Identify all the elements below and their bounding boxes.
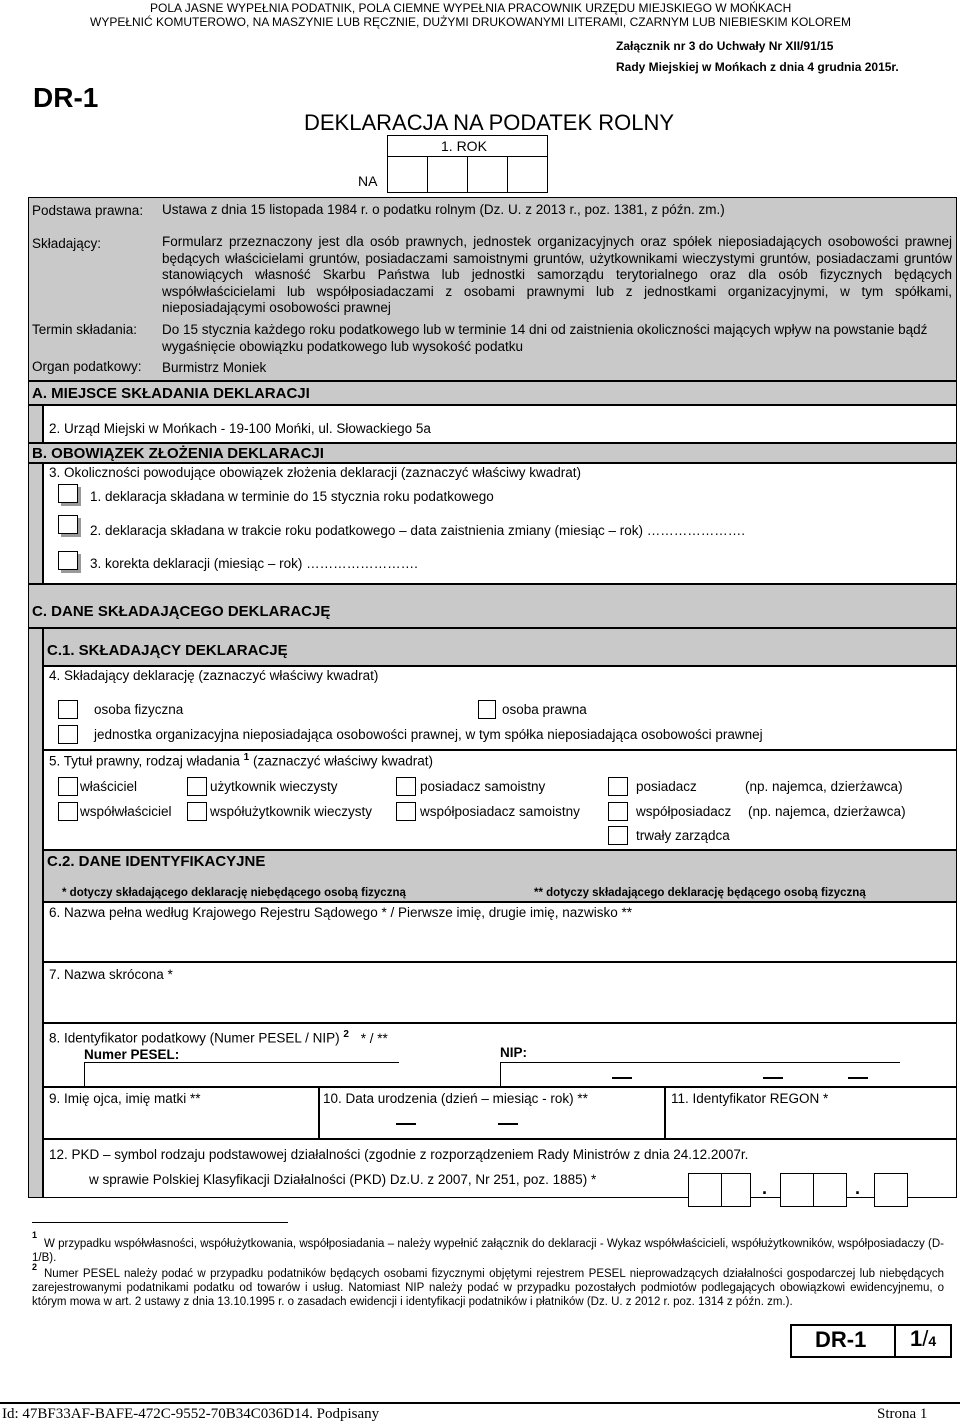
option-1-checkbox[interactable] — [58, 484, 78, 503]
footer-rule — [0, 1402, 960, 1404]
authority-label: Organ podatkowy: — [32, 359, 142, 374]
legal-title-label — [49, 752, 433, 769]
c2-heading: C.2. DANE IDENTYFIKACYJNE — [47, 853, 266, 870]
basis-label: Podstawa prawna: — [32, 203, 144, 218]
nip-label: NIP: — [500, 1045, 527, 1060]
co-possessor-checkbox[interactable] — [608, 802, 628, 821]
footnote-rule — [32, 1222, 288, 1223]
co-owner-label: współwłaściciel — [80, 804, 172, 819]
year-digit-1[interactable] — [387, 156, 428, 193]
deadline-text: Do 15 stycznia każdego roku podatkowego lub w terminie 14 dni od zaistnienia okoliczności mających wpływ na powstanie bądź wygaśnięcie obowiązku podatkowego lub wysokość podatku — [162, 322, 928, 354]
co-perpetual-user-checkbox[interactable] — [187, 802, 207, 821]
footnote-2-num: 2 — [32, 1262, 38, 1272]
form-code: DR-1 — [33, 82, 99, 113]
footnote-2-text: Numer PESEL należy podać w przypadku podatników będących osobami fizycznymi objętymi rejestrem PESEL nieprowadzących działalności gospodarczej lub niebędących zarejestrowanymi podatnikami podatku od towarów i usług. Natomiast NIP należy podać w przypadku pozostałych podmiotów podlegających obowiązkowi ewidencyjnemu, o którym mowa w art. 2 ustawy z dnia 13.10.1995 r. o zasadach ewidencji i identyfikacji podatników i płatników (Dz. U. z 2012 r. poz. 1314 z późn. zm.). — [32, 1268, 944, 1308]
co-possessor-note: (np. najemca, dzierżawca) — [748, 804, 906, 819]
year-label: 1. ROK — [441, 138, 487, 154]
c1-heading: C.1. SKŁADAJĄCY DEKLARACJĘ — [47, 642, 288, 659]
manager-checkbox[interactable] — [608, 826, 628, 845]
footer-page: Strona 1 — [877, 1406, 928, 1422]
co-independent-possessor-checkbox[interactable] — [396, 802, 416, 821]
page-title: DEKLARACJA NA PODATEK ROLNY — [304, 110, 675, 135]
legal-title-text: 5. Tytuł prawny, rodzaj władania — [49, 753, 240, 769]
section-a-heading: A. MIEJSCE SKŁADANIA DEKLARACJI — [32, 385, 310, 402]
section-c-heading: C. DANE SKŁADAJĄCEGO DEKLARACJĘ — [32, 603, 331, 620]
footnote-ref-2: 2 — [343, 1029, 349, 1040]
manager-label: trwały zarządca — [636, 828, 730, 843]
tax-id-suffix: * / ** — [360, 1030, 388, 1046]
owner-checkbox[interactable] — [58, 777, 78, 796]
perpetual-user-checkbox[interactable] — [187, 777, 207, 796]
full-name-label: 6. Nazwa pełna według Krajowego Rejestru Sądowego * / Pierwsze imię, drugie imię, nazwisko ** — [49, 905, 633, 920]
attachment-line-2: Rady Miejskiej w Mońkach z dnia 4 grudnia 2015r. — [616, 60, 899, 74]
legal-title-suffix: (zaznaczyć właściwy kwadrat) — [252, 753, 433, 769]
possessor-checkbox[interactable] — [608, 777, 628, 796]
co-owner-checkbox[interactable] — [58, 802, 78, 821]
option-1-label: 1. deklaracja składana w terminie do 15 stycznia roku podatkowego — [90, 489, 494, 504]
co-independent-possessor-label: współposiadacz samoistny — [420, 804, 580, 819]
legal-person-label: osoba prawna — [502, 702, 587, 717]
page-box-divider — [894, 1324, 896, 1358]
birth-date-label: 10. Data urodzenia (dzień – miesiąc - rok) ** — [323, 1091, 588, 1106]
section-a-left-bar — [28, 405, 43, 443]
option-2-label: 2. deklaracja składana w trakcie roku podatkowego – data zaistnienia zmiany (miesiąc – rok) …………………. — [90, 523, 746, 538]
possessor-label: posiadacz — [636, 779, 697, 794]
filer-type-label: 4. Składający deklarację (zaznaczyć właściwy kwadrat) — [49, 668, 379, 683]
notice-line-1: POLA JASNE WYPEŁNIA PODATNIK, POLA CIEMNE WYPEŁNIA PRACOWNIK URZĘDU MIEJSKIEGO W MOŃKACH — [150, 1, 792, 15]
year-digit-2[interactable] — [427, 156, 468, 193]
independent-possessor-checkbox[interactable] — [396, 777, 416, 796]
natural-person-label: osoba fizyczna — [94, 702, 184, 717]
attachment-line-1: Załącznik nr 3 do Uchwały Nr XII/91/15 — [616, 39, 834, 53]
pkd-dot-1: . — [762, 1178, 768, 1198]
parents-names-label: 9. Imię ojca, imię matki ** — [49, 1091, 201, 1106]
owner-label: właściciel — [80, 779, 138, 794]
pkd-label-line-2: w sprawie Polskiej Klasyfikacji Działalności (PKD) Dz.U. z 2007, Nr 251, poz. 1885) * — [89, 1172, 597, 1187]
place-text: 2. Urząd Miejski w Mońkach - 19-100 Mońki, ul. Słowackiego 5a — [49, 421, 431, 436]
footnote-1-num: 1 — [32, 1230, 38, 1240]
org-unit-checkbox[interactable] — [58, 725, 78, 744]
page-box-number — [910, 1326, 936, 1352]
birth-date-dash-2 — [498, 1123, 518, 1125]
tax-id-text: 8. Identyfikator podatkowy (Numer PESEL / NIP) — [49, 1030, 340, 1046]
filer-text: Formularz przeznaczony jest dla osób prawnych, jednostek organizacyjnych oraz spółek nieposiadających osobowości prawnej będących właścicielami gruntów, posiadaczami samoistnymi gruntów, użytkownikami wieczystymi gruntów, posiadaczami gruntów stanowiących własność Skarbu Państwa lub jednostki samorządu terytorialnego oraz dla osób fizycznych będących współwłaścicielami lub współposiadaczami z osobami prawnymi lub z jednostkami organizacyjnymi, w tym spółkami, nieposiadającymi osobowości prawnej — [162, 234, 952, 315]
note-star-1: * dotyczy składającego deklarację niebędącego osobą fizyczną — [62, 887, 406, 899]
perpetual-user-label: użytkownik wieczysty — [210, 779, 338, 794]
natural-person-checkbox[interactable] — [58, 700, 78, 719]
regon-label: 11. Identyfikator REGON * — [671, 1091, 829, 1106]
pkd-cell-3[interactable] — [780, 1173, 814, 1207]
authority-text: Burmistrz Moniek — [162, 360, 267, 375]
pkd-cell-5[interactable] — [874, 1173, 908, 1207]
tax-id-label — [49, 1029, 388, 1046]
pkd-cell-4[interactable] — [813, 1173, 847, 1207]
page-box-code: DR-1 — [815, 1327, 867, 1352]
section-c-left-bar — [28, 628, 43, 1198]
page-total: 4 — [928, 1333, 937, 1349]
legal-person-checkbox[interactable] — [478, 700, 496, 719]
option-3-label: 3. korekta deklaracji (miesiąc – rok) ……………………. — [90, 556, 418, 571]
section-b-left-bar — [28, 463, 43, 584]
note-star-2: ** dotyczy składającego deklarację będącego osobą fizyczną — [534, 887, 866, 899]
basis-text: Ustawa z dnia 15 listopada 1984 r. o podatku rolnym (Dz. U. z 2013 r., poz. 1381, z późn. zm.) — [162, 202, 725, 217]
obligation-label: 3. Okoliczności powodujące obowiązek złożenia deklaracji (zaznaczyć właściwy kwadrat) — [49, 465, 581, 480]
pkd-cell-2[interactable] — [721, 1173, 751, 1207]
section-b-heading: B. OBOWIĄZEK ZŁOŻENIA DEKLARACJI — [32, 445, 324, 462]
nip-dash-2 — [763, 1077, 783, 1079]
footnote-1-text: W przypadku współwłasności, współużytkowania, współposiadania – należy wypełnić załącznik do deklaracji - Wykaz współwłaścicieli, współużytkowników, współposiadaczy (D-1/B). — [32, 1238, 944, 1264]
co-possessor-label: współposiadacz — [636, 804, 732, 819]
year-digit-4[interactable] — [507, 156, 548, 193]
pesel-label: Numer PESEL: — [84, 1047, 180, 1062]
deadline-label: Termin składania: — [32, 322, 138, 337]
org-unit-label: jednostka organizacyjna nieposiadająca osobowości prawnej, w tym spółka nieposiadająca osobowości prawnej — [94, 727, 763, 742]
year-digit-3[interactable] — [467, 156, 508, 193]
nip-input[interactable] — [500, 1062, 900, 1087]
nip-dash-3 — [848, 1077, 868, 1079]
possessor-note: (np. najemca, dzierżawca) — [745, 779, 903, 794]
independent-possessor-label: posiadacz samoistny — [420, 779, 546, 794]
pkd-cell-1[interactable] — [688, 1173, 722, 1207]
short-name-field[interactable] — [43, 962, 957, 1023]
filer-label: Składający: — [32, 236, 102, 251]
option-2-checkbox[interactable] — [58, 515, 78, 534]
footer-id: Id: 47BF33AF-BAFE-472C-9552-70B34C036D14. Podpisany — [2, 1406, 380, 1422]
short-name-label: 7. Nazwa skrócona * — [49, 967, 173, 982]
pkd-label-line-1: 12. PKD – symbol rodzaju podstawowej działalności (zgodnie z rozporządzeniem Rady Ministrów z dnia 24.12.2007r. — [49, 1147, 749, 1162]
footnote-ref-1: 1 — [243, 752, 250, 763]
page-slash: / — [922, 1326, 929, 1351]
birth-date-dash-1 — [396, 1123, 416, 1125]
notice-line-2: WYPEŁNIĆ KOMUTEROWO, NA MASZYNIE LUB RĘCZNIE, DUŻYMI DRUKOWANYMI LITERAMI, CZARNYM LUB NIEBIESKIM KOLOREM — [90, 15, 851, 29]
pkd-dot-2: . — [855, 1178, 861, 1198]
nip-dash-1 — [612, 1077, 632, 1079]
pesel-input[interactable] — [84, 1062, 399, 1087]
co-perpetual-user-label: współużytkownik wieczysty — [210, 804, 373, 819]
option-3-checkbox[interactable] — [58, 551, 78, 570]
na-label: NA — [358, 173, 378, 189]
page-number: 1 — [910, 1326, 923, 1351]
